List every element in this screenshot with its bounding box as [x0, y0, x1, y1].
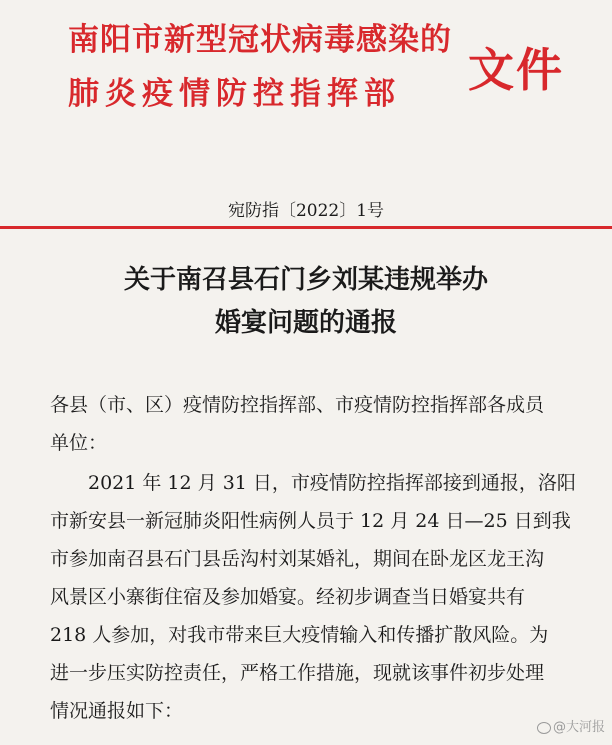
document-title-line-1: 关于南召县石门乡刘某违规举办 — [123, 265, 488, 295]
paragraph-line: 市新安县一新冠肺炎阳性病例人员于 12 月 24 日—25 日到我 — [50, 510, 571, 532]
watermark-text: @大河报 — [553, 720, 606, 735]
weibo-icon — [537, 722, 551, 734]
issuing-authority-line-2: 肺炎疫情防控指挥部 — [68, 76, 401, 112]
salutation-line: 各县（市、区）疫情防控指挥部、市疫情防控指挥部各成员 — [50, 394, 545, 416]
document-number: 宛防指〔2022〕1号 — [227, 201, 385, 221]
salutation — [50, 386, 610, 462]
body-paragraph — [50, 464, 610, 730]
red-divider-line — [0, 226, 612, 229]
salutation-line: 单位： — [50, 432, 108, 454]
paragraph-line: 情况通报如下： — [50, 700, 184, 722]
paragraph-line: 2021 年 12 月 31 日，市疫情防控指挥部接到通报，洛阳 — [50, 472, 576, 494]
document-title-line-2: 婚宴问题的通报 — [214, 308, 397, 338]
paragraph-line: 风景区小寨街住宿及参加婚宴。经初步调查当日婚宴共有 — [50, 586, 526, 608]
issuing-authority-line-1: 南阳市新型冠状病毒感染的 — [68, 22, 452, 58]
document-type-label: 文件 — [468, 43, 564, 97]
paragraph-line: 市参加南召县石门县岳沟村刘某婚礼，期间在卧龙区龙王沟 — [50, 548, 545, 570]
document-header — [0, 0, 612, 200]
paragraph-line: 进一步压实防控责任，严格工作措施，现就该事件初步处理 — [50, 662, 545, 684]
source-watermark — [537, 716, 605, 735]
paragraph-line: 218 人参加，对我市带来巨大疫情输入和传播扩散风险。为 — [50, 624, 549, 646]
